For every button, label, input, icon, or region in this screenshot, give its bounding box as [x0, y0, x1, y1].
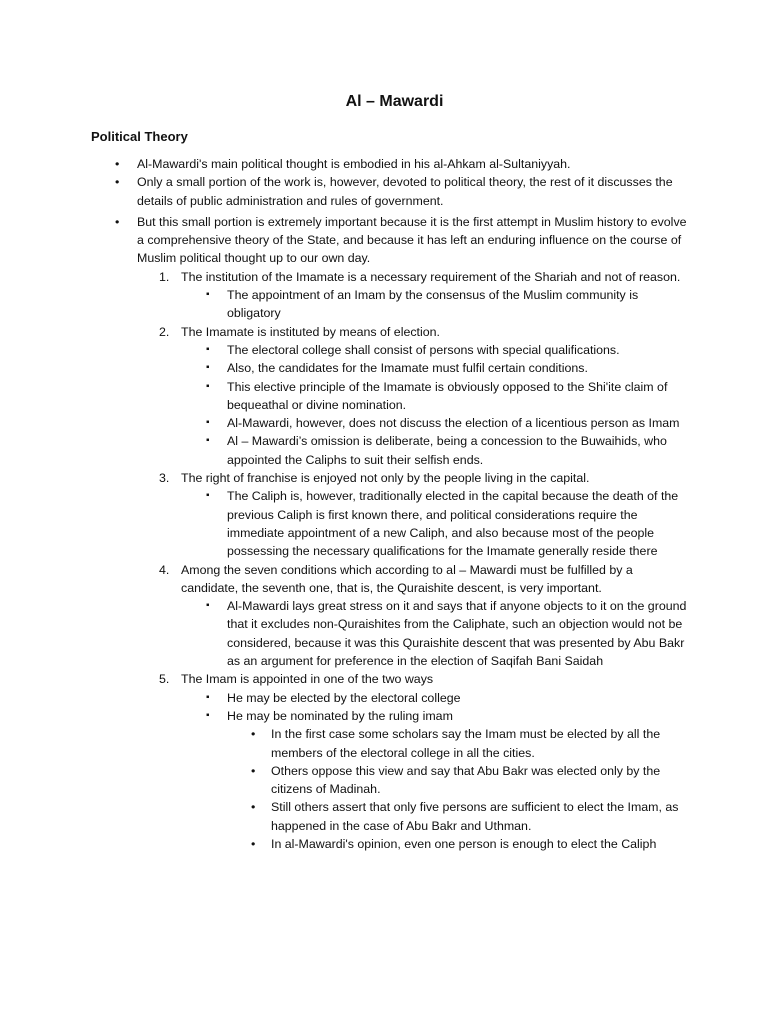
- numbered-item: 5. The Imam is appointed in one of the two ways ▪ He may be elected by the electoral college ▪ He may be nominated by the ruling imam • In the first case some scholars say the Imam must be elected by all the members of the electoral college in all the cities. • Others oppose this view and say that Abu Bakr was elected only by the citizens of Madinah. • Still others assert that only five persons are sufficient to elect the Imam, as happened in the case of Abu Bakr and Uthman. • In al-Mawardi's opinion, even one person is enough to elect the Caliph: [137, 670, 688, 853]
- sub-list: [181, 597, 688, 670]
- list-item: ▪ The Caliph is, however, traditionally elected in the capital because the death of the previous Caliph is first known there, and political considerations require the immediate appointment of a new Caliph, and also because most of the people possessing the necessary qualifications for the Imamate generally reside there: [181, 487, 688, 560]
- numbered-item: 4. Among the seven conditions which according to al – Mawardi must be fulfilled by a candidate, the seventh one, that is, the Quraishite descent, is very important. ▪ Al-Mawardi lays great stress on it and says that if anyone objects to it on the ground that it excludes non-Quraishites from the Caliphate, such an objection would not be considered, because it was this Quraishite descent that was presented by Abu Bakr as an argument for preference in the election of Saqifah Bani Saidah: [137, 561, 688, 671]
- list-item: ▪ Al-Mawardi, however, does not discuss the election of a licentious person as Imam: [181, 414, 688, 432]
- numbered-item: 3. The right of franchise is enjoyed not only by the people living in the capital. ▪ The Caliph is, however, traditionally elected in the capital because the death of the previous Caliph is first known there, and political considerations require the immediate appointment of a new Caliph, and also because most of the people possessing the necessary qualifications for the Imamate generally reside there: [137, 469, 688, 560]
- list-item: • Al-Mawardi's main political thought is embodied in his al-Ahkam al-Sultaniyyah.: [91, 155, 688, 173]
- list-item: ▪ He may be nominated by the ruling imam • In the first case some scholars say the Imam must be elected by all the members of the electoral college in all the cities. • Others oppose this view and say that Abu Bakr was elected only by the citizens of Madinah. • Still others assert that only five persons are sufficient to elect the Imam, as happened in the case of Abu Bakr and Uthman. • In al-Mawardi's opinion, even one person is enough to elect the Caliph: [181, 707, 688, 853]
- sub-list: [181, 689, 688, 854]
- list-item: • Others oppose this view and say that Abu Bakr was elected only by the citizens of Madinah.: [227, 762, 688, 799]
- list-item: • But this small portion is extremely important because it is the first attempt in Muslim history to evolve a comprehensive theory of the State, and because it has left an enduring influence on the course of Muslim political thought up to our own day. 1. The institution of the Imamate is a necessary requirement of the Shariah and not of reason. ▪ The appointment of an Imam by the consensus of the Muslim community is obligatory 2. The Imamate is instituted by means of election. ▪ The electoral college shall consist of persons with special qualifications. ▪ Also, the candidates for the Imamate must fulfil certain conditions. ▪ This elective principle of the Imamate is obviously opposed to the Shi'ite claim of bequeathal or divine nomination. ▪ Al-Mawardi, however, does not discuss the election of a licentious person as Imam ▪ Al – Mawardi’s omission is deliberate, being a concession to the Buwaihids, who appointed the Caliphs to suit their selfish ends. 3. The right of franchise is enjoyed not only by the people living in the capital. ▪ The Caliph is, however, traditionally elected in the capital because the death of the previous Caliph is first known there, and political considerations require the immediate appointment of a new Caliph, and also because most of the people possessing the necessary qualifications for the Imamate generally reside there 4. Among the seven conditions which according to al – Mawardi must be fulfilled by a candidate, the seventh one, that is, the Quraishite descent, is very important. ▪ Al-Mawardi lays great stress on it and says that if anyone objects to it on the ground that it excludes non-Quraishites from the Caliphate, such an objection would not be considered, because it was this Quraishite descent that was presented by Abu Bakr as an argument for preference in the election of Saqifah Bani Saidah 5. The Imam is appointed in one of the two ways ▪ He may be elected by the electoral college ▪ He may be nominated by the ruling imam • In the first case some scholars say the Imam must be elected by all the members of the electoral college in all the cities. • Others oppose this view and say that Abu Bakr was elected only by the citizens of Madinah. • Still others assert that only five persons are sufficient to elect the Imam, as happened in the case of Abu Bakr and Uthman. • In al-Mawardi's opinion, even one person is enough to elect the Caliph: [91, 213, 688, 853]
- list-item: ▪ The appointment of an Imam by the consensus of the Muslim community is obligatory: [181, 286, 688, 323]
- list-item: • In al-Mawardi's opinion, even one person is enough to elect the Caliph: [227, 835, 688, 853]
- list-item: • Only a small portion of the work is, however, devoted to political theory, the rest of it discusses the details of public administration and rules of government.: [91, 173, 688, 210]
- list-item: • Still others assert that only five persons are sufficient to elect the Imam, as happened in the case of Abu Bakr and Uthman.: [227, 798, 688, 835]
- sub-list: [181, 487, 688, 560]
- list-item: ▪ Al – Mawardi’s omission is deliberate, being a concession to the Buwaihids, who appointed the Caliphs to suit their selfish ends.: [181, 432, 688, 469]
- list-item: • In the first case some scholars say the Imam must be elected by all the members of the electoral college in all the cities.: [227, 725, 688, 762]
- sub-sub-list: [227, 725, 688, 853]
- list-item: ▪ He may be elected by the electoral college: [181, 689, 688, 707]
- list-item: ▪ Al-Mawardi lays great stress on it and says that if anyone objects to it on the ground that it excludes non-Quraishites from the Caliphate, such an objection would not be considered, because it was this Quraishite descent that was presented by Abu Bakr as an argument for preference in the election of Saqifah Bani Saidah: [181, 597, 688, 670]
- numbered-list: [137, 268, 688, 854]
- section-heading: Political Theory: [91, 129, 188, 144]
- list-item: ▪ This elective principle of the Imamate is obviously opposed to the Shi'ite claim of bequeathal or divine nomination.: [181, 378, 688, 415]
- list-item: ▪ The electoral college shall consist of persons with special qualifications.: [181, 341, 688, 359]
- numbered-item: 1. The institution of the Imamate is a necessary requirement of the Shariah and not of reason. ▪ The appointment of an Imam by the consensus of the Muslim community is obligatory: [137, 268, 688, 323]
- page-title: Al – Mawardi: [345, 93, 444, 110]
- numbered-item: 2. The Imamate is instituted by means of election. ▪ The electoral college shall consist of persons with special qualifications. ▪ Also, the candidates for the Imamate must fulfil certain conditions. ▪ This elective principle of the Imamate is obviously opposed to the Shi'ite claim of bequeathal or divine nomination. ▪ Al-Mawardi, however, does not discuss the election of a licentious person as Imam ▪ Al – Mawardi’s omission is deliberate, being a concession to the Buwaihids, who appointed the Caliphs to suit their selfish ends.: [137, 323, 688, 469]
- list-item: ▪ Also, the candidates for the Imamate must fulfil certain conditions.: [181, 359, 688, 377]
- bullet-list: [91, 155, 688, 853]
- sub-list: [181, 286, 688, 323]
- sub-list: [181, 341, 688, 469]
